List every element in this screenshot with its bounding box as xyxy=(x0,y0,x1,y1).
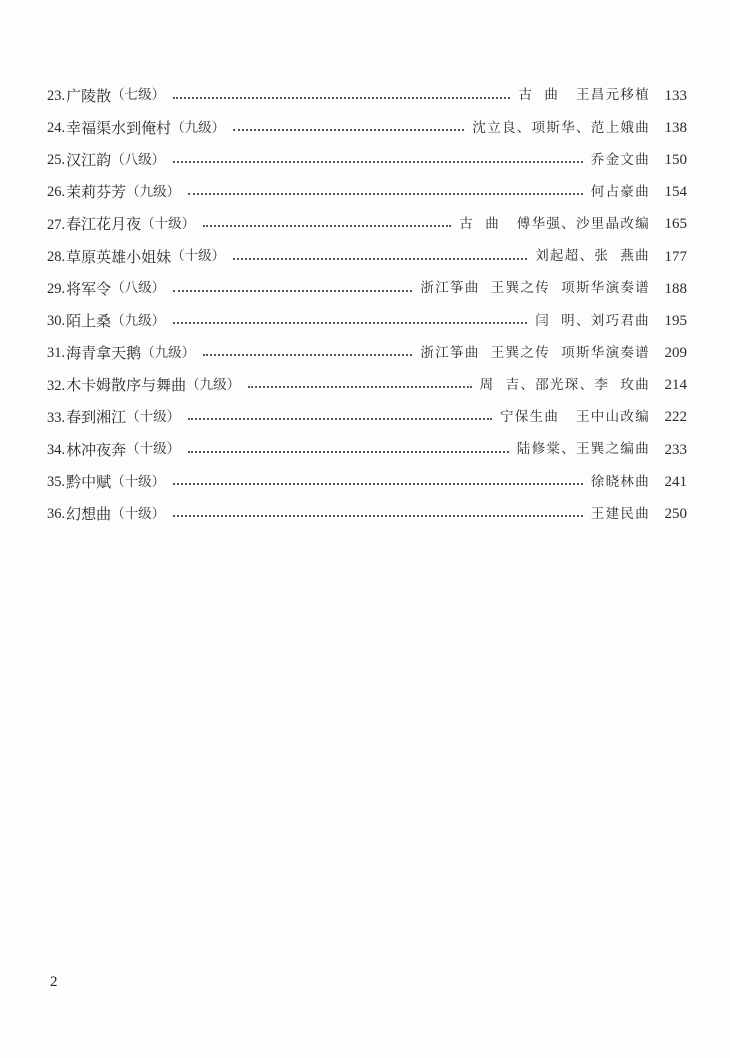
entry-page-number: 222 xyxy=(664,409,687,426)
dot-leader xyxy=(203,224,451,227)
entry-level: （十级） xyxy=(111,473,166,490)
entry-title: 幸福渠水到俺村 xyxy=(66,118,172,137)
entry-title: 汉江韵 xyxy=(66,150,112,169)
entry-title: 林冲夜奔 xyxy=(66,440,127,459)
entry-title: 春江花月夜 xyxy=(66,215,142,234)
dot-leader xyxy=(248,385,471,388)
entry-number: 31. xyxy=(47,345,66,362)
dot-leader xyxy=(173,482,583,485)
entry-level: （九级） xyxy=(186,377,241,394)
dot-leader xyxy=(203,353,412,356)
entry-credit: 乔金文曲 xyxy=(590,151,650,168)
toc-entry xyxy=(47,273,687,305)
entry-page-number: 188 xyxy=(664,280,687,297)
entry-number: 32. xyxy=(47,377,66,394)
entry-number: 23. xyxy=(47,87,66,104)
entry-title: 广陵散 xyxy=(66,86,112,105)
entry-credit: 周 吉、邵光琛、李 玫曲 xyxy=(479,377,650,394)
entry-credit: 古 曲 傅华强、沙里晶改编 xyxy=(459,216,650,233)
entry-title: 陌上桑 xyxy=(66,311,112,330)
entry-page-number: 138 xyxy=(664,119,687,136)
entry-page-number: 195 xyxy=(664,312,687,329)
entry-credit: 闫 明、刘巧君曲 xyxy=(535,312,650,329)
entry-page-number: 233 xyxy=(664,441,687,458)
entry-level: （十级） xyxy=(111,505,166,522)
entry-page-number: 209 xyxy=(664,345,687,362)
entry-level: （八级） xyxy=(111,280,166,297)
entry-number: 28. xyxy=(47,248,66,265)
dot-leader xyxy=(173,289,412,292)
toc-entry xyxy=(47,177,687,209)
entry-page-number: 133 xyxy=(664,87,687,104)
entry-credit: 古 曲 王昌元移植 xyxy=(518,87,650,104)
entry-credit: 刘起超、张 燕曲 xyxy=(535,248,650,265)
entry-title: 春到湘江 xyxy=(66,408,127,427)
dot-leader xyxy=(233,128,464,131)
entry-number: 33. xyxy=(47,409,66,426)
entry-number: 29. xyxy=(47,280,66,297)
entry-title: 幻想曲 xyxy=(66,505,112,524)
dot-leader xyxy=(173,514,583,517)
entry-number: 26. xyxy=(47,184,66,201)
toc-entry xyxy=(47,402,687,434)
entry-credit: 宁保生曲 王中山改编 xyxy=(500,409,650,426)
entry-title: 草原英雄小姐妹 xyxy=(66,247,172,266)
entry-number: 30. xyxy=(47,313,66,330)
entry-title: 将军令 xyxy=(66,279,112,298)
entry-page-number: 150 xyxy=(664,151,687,168)
entry-credit: 浙江筝曲 王巽之传 项斯华演奏谱 xyxy=(420,344,650,361)
entry-level: （九级） xyxy=(126,183,181,200)
entry-number: 24. xyxy=(47,120,66,137)
entry-level: （九级） xyxy=(141,344,196,361)
entry-credit: 王建民曲 xyxy=(590,505,650,522)
entry-level: （十级） xyxy=(126,441,181,458)
entry-level: （十级） xyxy=(126,409,181,426)
entry-page-number: 177 xyxy=(664,248,687,265)
entry-page-number: 165 xyxy=(664,216,687,233)
entry-title: 黔中赋 xyxy=(66,472,112,491)
toc-entry xyxy=(47,338,687,370)
toc-entry xyxy=(47,80,687,112)
entry-number: 34. xyxy=(47,441,66,458)
entry-number: 35. xyxy=(47,474,66,491)
entry-number: 36. xyxy=(47,506,66,523)
entry-credit: 何占豪曲 xyxy=(590,183,650,200)
entry-page-number: 250 xyxy=(664,506,687,523)
entry-credit: 沈立良、项斯华、范上娥曲 xyxy=(472,119,650,136)
entry-number: 25. xyxy=(47,152,66,169)
dot-leader xyxy=(173,321,527,324)
entry-level: （七级） xyxy=(111,87,166,104)
entry-number: 27. xyxy=(47,216,66,233)
toc-entry xyxy=(47,434,687,466)
entry-credit: 陆修棠、王巽之编曲 xyxy=(516,441,650,458)
toc-entry xyxy=(47,370,687,402)
toc-entry xyxy=(47,209,687,241)
entry-level: （十级） xyxy=(141,216,196,233)
entry-title: 海青拿天鹅 xyxy=(66,344,142,363)
dot-leader xyxy=(173,160,583,163)
page-number: 2 xyxy=(50,974,58,990)
entry-level: （八级） xyxy=(111,151,166,168)
entry-page-number: 214 xyxy=(664,377,687,394)
dot-leader xyxy=(188,192,583,195)
entry-credit: 浙江筝曲 王巽之传 项斯华演奏谱 xyxy=(420,280,650,297)
entry-level: （十级） xyxy=(171,248,226,265)
toc-entry xyxy=(47,144,687,176)
toc-entry xyxy=(47,112,687,144)
toc-entry xyxy=(47,498,687,530)
toc-entry xyxy=(47,305,687,337)
toc-entry xyxy=(47,466,687,498)
entry-level: （九级） xyxy=(171,119,226,136)
entry-page-number: 154 xyxy=(664,184,687,201)
dot-leader xyxy=(173,96,510,99)
toc-entry xyxy=(47,241,687,273)
entry-level: （九级） xyxy=(111,312,166,329)
entry-page-number: 241 xyxy=(664,473,687,490)
entry-credit: 徐晓林曲 xyxy=(590,473,650,490)
entry-title: 木卡姆散序与舞曲 xyxy=(66,376,187,395)
dot-leader xyxy=(188,417,492,420)
entry-title: 茉莉芬芳 xyxy=(66,183,127,202)
table-of-contents xyxy=(47,80,687,531)
dot-leader xyxy=(233,257,527,260)
dot-leader xyxy=(188,450,509,453)
